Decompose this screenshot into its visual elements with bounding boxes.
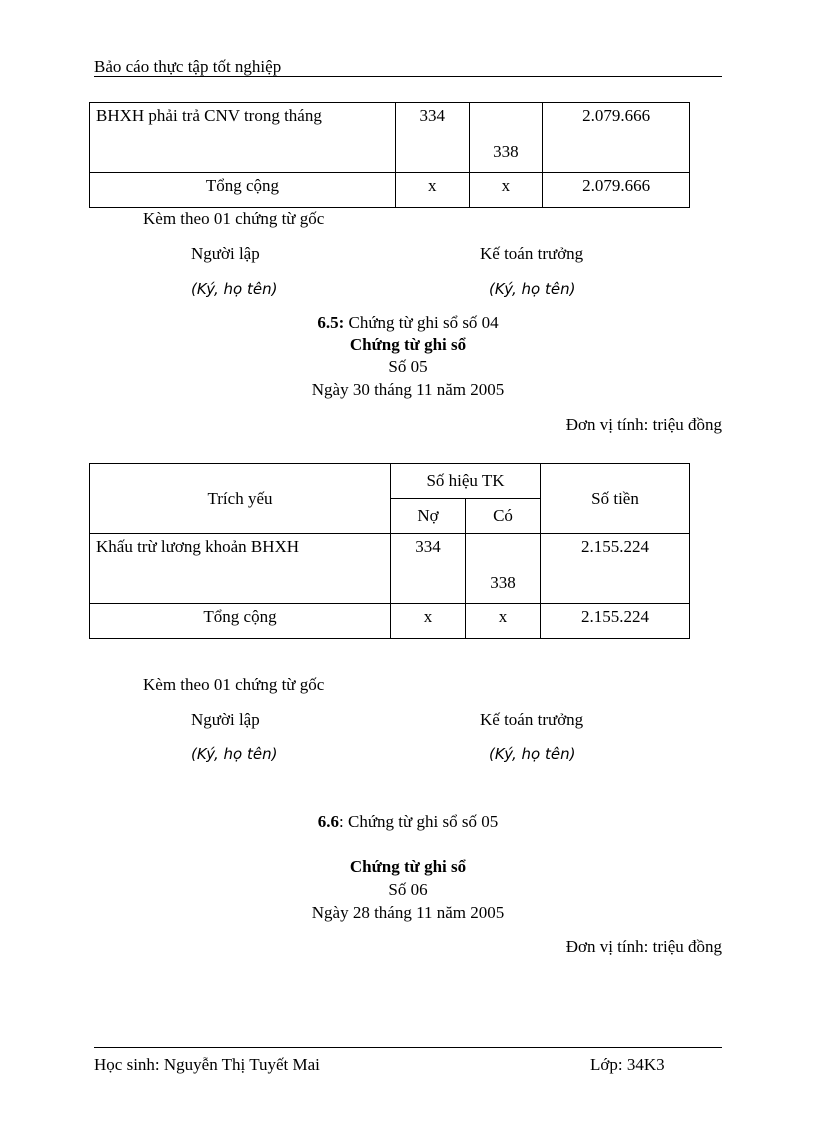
section-caption [0,812,816,832]
footer-class: Lớp: 34K3 [590,1055,665,1074]
cell-credit: x [466,604,541,639]
voucher-title: Chứng từ ghi sổ [349,857,467,876]
unit-label: Đơn vị tính: triệu đồng [565,415,722,434]
cell-desc: BHXH phải trả CNV trong tháng [90,103,396,173]
cell-amount: 2.079.666 [543,173,690,208]
cell-total-label: Tổng cộng [90,604,391,639]
header-desc: Trích yếu [90,464,391,534]
section-caption [0,313,816,333]
table-row [90,604,690,639]
attachment-note: Kèm theo 01 chứng từ gốc [143,209,325,228]
table-header-row [90,464,690,499]
cell-total-label: Tổng cộng [90,173,396,208]
voucher-date: Ngày 30 tháng 11 năm 2005 [311,380,505,399]
cell-debit: x [395,173,469,208]
preparer-label: Người lập [191,244,260,263]
preparer-signature-note: (Ký, họ tên) [191,745,278,763]
voucher-number: Số 05 [388,357,428,376]
preparer-label: Người lập [191,710,260,729]
caption-text: : Chứng từ ghi sổ số 05 [339,812,499,831]
cell-amount: 2.079.666 [543,103,690,173]
header-rule [94,76,722,77]
chief-accountant-label: Kế toán trưởng [480,244,584,263]
table-row [90,534,690,604]
voucher-table-2 [89,463,690,639]
footer-student: Học sinh: Nguyễn Thị Tuyết Mai [94,1055,320,1074]
attachment-note: Kèm theo 01 chứng từ gốc [143,675,325,694]
voucher-table-1 [89,102,690,208]
unit-label: Đơn vị tính: triệu đồng [565,937,722,956]
cell-credit: 338 [469,103,543,173]
page-header-title: Bảo cáo thực tập tốt nghiệp [94,57,282,76]
cell-debit: 334 [391,534,466,604]
header-account: Số hiệu TK [391,464,541,499]
cell-debit: 334 [395,103,469,173]
chief-accountant-label: Kế toán trưởng [480,710,584,729]
header-amount: Số tiền [541,464,690,534]
footer-rule [94,1047,722,1048]
header-credit: Có [466,499,541,534]
voucher-number: Số 06 [388,880,428,899]
cell-desc: Khấu trừ lương khoản BHXH [90,534,391,604]
cell-amount: 2.155.224 [541,604,690,639]
table-row [90,173,690,208]
caption-number: 6.6 [317,812,340,831]
cell-amount: 2.155.224 [541,534,690,604]
voucher-date: Ngày 28 tháng 11 năm 2005 [311,903,505,922]
header-debit: Nợ [391,499,466,534]
preparer-signature-note: (Ký, họ tên) [191,280,278,298]
caption-number: 6.5: [317,313,345,332]
chief-signature-note: (Ký, họ tên) [489,745,576,763]
chief-signature-note: (Ký, họ tên) [489,280,576,298]
table-row [90,103,690,173]
caption-text: Chứng từ ghi sổ số 04 [348,313,499,332]
cell-credit: x [469,173,543,208]
cell-debit: x [391,604,466,639]
voucher-title: Chứng từ ghi sổ [349,335,467,354]
cell-credit: 338 [466,534,541,604]
